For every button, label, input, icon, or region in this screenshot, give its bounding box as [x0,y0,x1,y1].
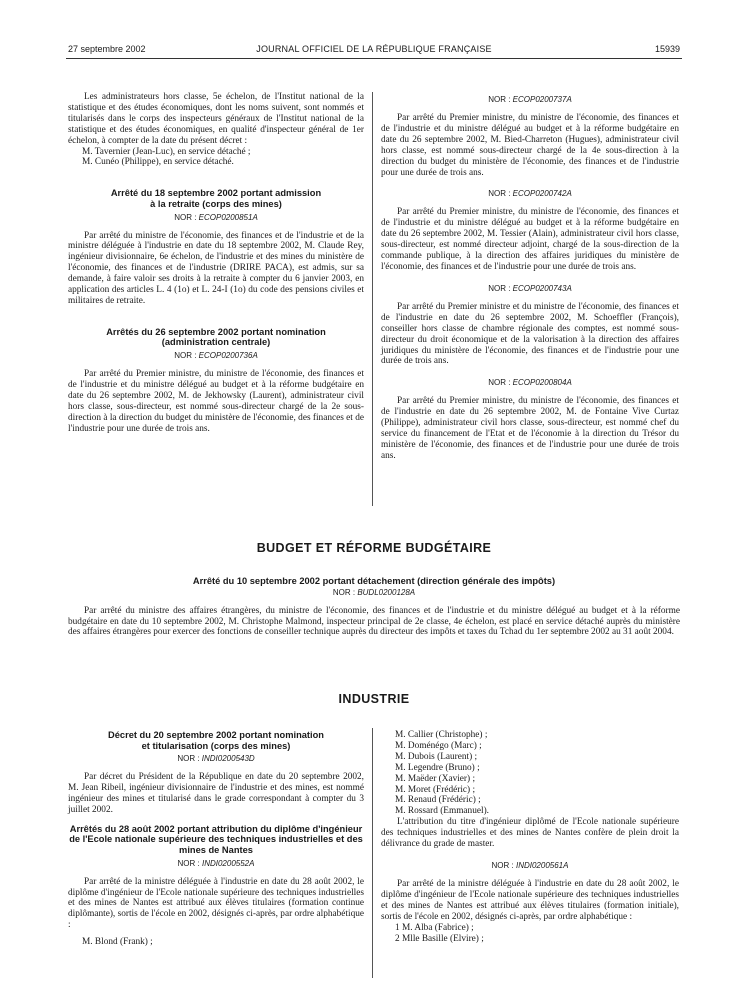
nor-reference: NOR : ECOP0200736A [174,351,258,361]
nor-reference: NOR : BUDL0200128A [332,587,416,597]
arrete-text: Par arrêté du ministre de l'économie, des finances et de l'industrie et de la ministre déléguée à l'industrie en date du 18 septembre 2002, M. Claude Rey, ingénieur divisionnaire, 6e échelon, de l'industrie et des mines du ministère de l'économie, des finances et de l'industrie (DRIRE PACA), est admis, sur sa demande, à faire valoir ses droits à la retraite à compter du 6 janvier 2003, en application des articles L. 4 (1o) et L. 24-I (1o) du code des pensions civiles et militaires de retraite. [68,230,364,306]
budget-block [68,576,680,638]
section-title-industrie: INDUSTRIE [338,692,410,706]
arrete-text: Par arrêté du ministre des affaires étrangères, du ministre de l'économie, des finances et de l'industrie et du ministre délégué au budget et à la réforme budgétaire en date du 10 septembre 2002, M. Christophe Malmond, inspecteur principal de 2e classe, 4e échelon, est placé en service détaché auprès du ministère des affaires étrangères pour exercer des fonctions de conseiller technique auprès du directeur des impôts et taxes du Tchad du 1er septembre 2002 au 31 août 2004. [68,605,680,638]
name-line: M. Moret (Frédéric) ; [395,784,476,795]
nor-reference: NOR : ECOP0200851A [174,212,258,222]
arrete-text: Par arrêté du Premier ministre et du ministre de l'économie, des finances et de l'industrie en date du 26 septembre 2002, M. Schoeffler (François), conseiller hors classe de chambre régionale des comptes, est nommé sous-directeur du droit économique et de la valorisation à la direction des affaires juridiques du ministère de l'économie, des finances et de l'industrie pour une durée de trois ans. [381,301,679,367]
name-line: M. Cunéo (Philippe), en service détaché. [82,157,234,168]
column-divider-bottom [372,728,373,978]
right-column-bottom [381,730,679,944]
name-line: 2 Mlle Basille (Elvire) ; [395,933,484,944]
header-rule [66,58,682,59]
column-divider-top [372,92,373,506]
name-line: M. Maëder (Xavier) ; [395,773,476,784]
arrete-title: Arrêté du 10 septembre 2002 portant détachement (direction générale des impôts) [192,576,556,586]
decret-title: Décret du 20 septembre 2002 portant nomination [108,730,324,740]
arrete-text: Par arrêté de la ministre déléguée à l'industrie en date du 28 août 2002, le diplôme d'ingénieur de l'Ecole nationale supérieure des techniques industrielles et des mines de Nantes est attribué aux élèves titulaires (formation continue diplômante), sortis de l'école en 2002, désignés ci-après, par ordre alphabétique : [68,876,364,931]
arrete-text: L'attribution du titre d'ingénieur diplômé de l'Ecole nationale supérieure des techniques industrielles et des mines de Nantes confère de plein droit la délivrance du grade de master. [381,817,679,850]
nor-reference: NOR : INDI0200561A [491,860,569,870]
name-line: M. Renaud (Frédéric) ; [395,795,481,806]
arrete-title: à la retraite (corps des mines) [150,198,282,209]
header-page-number: 15939 [654,44,680,54]
nor-reference: NOR : INDI0200543D [177,754,255,764]
decree-paragraph: Les administrateurs hors classe, 5e échelon, de l'Institut national de la statistique et des études économiques, dont les noms suivent, sont nommés et titularisés dans le corps des inspecteurs généraux de l'Institut national de la statistique et des études économiques, en qualité d'inspecteur général de 1er échelon, à compter de la date du présent décret : [68,92,364,146]
name-line: M. Doménégo (Marc) ; [395,740,482,751]
arrete-title: Arrêté du 18 septembre 2002 portant admission [110,188,322,199]
name-line: 1 M. Alba (Fabrice) ; [395,922,474,933]
arrete-text: Par arrêté du Premier ministre, du ministre de l'économie, des finances et de l'industrie et du ministre délégué au budget et à la réforme budgétaire en date du 26 septembre 2002, M. Bied-Charreton (Hugues), administrateur civil hors classe, est nommé sous-directeur chargé de la 4e sous-direction à la direction du budget du ministère de l'économie, des finances et de l'industrie pour une durée de trois ans. [381,113,679,178]
arrete-title: Arrêtés du 26 septembre 2002 portant nomination [106,326,326,337]
section-title-budget: BUDGET ET RÉFORME BUDGÉTAIRE [256,541,492,555]
nor-reference: NOR : ECOP0200743A [488,283,572,293]
left-column-bottom [68,730,364,948]
decret-text: Par décret du Président de la République en date du 20 septembre 2002, M. Jean Ribeil, ingénieur divisionnaire de l'industrie et des mines, est nommé ingénieur des mines et titularisé dans le grade correspondant à compter du 3 juillet 2002. [68,772,364,815]
arrete-text: Par arrêté de la ministre déléguée à l'industrie en date du 28 août 2002, le diplôme d'ingénieur de l'Ecole nationale supérieure des techniques industrielles et des mines de Nantes est attribué aux élèves titulaires (formation initiale), sortis de l'école en 2002, désignés ci-après, par ordre alphabétique : [381,878,679,922]
name-line: M. Dubois (Laurent) ; [395,751,478,762]
name-line: M. Rossard (Emmanuel). [395,806,489,817]
nor-reference: NOR : ECOP0200737A [488,95,572,104]
name-line: M. Callier (Christophe) ; [395,730,488,740]
name-line: M. Blond (Frank) ; [82,937,153,948]
name-line: M. Legendre (Bruno) ; [395,762,480,773]
arrete-title: (administration centrale) [161,337,271,348]
page-header [68,44,680,58]
header-date: 27 septembre 2002 [68,44,146,54]
header-journal-title: JOURNAL OFFICIEL DE LA RÉPUBLIQUE FRANÇAISE [256,44,492,54]
decret-title: et titularisation (corps des mines) [141,740,291,751]
left-column-top [68,92,364,435]
nor-reference: NOR : ECOP0200804A [488,378,572,388]
nor-reference: NOR : INDI0200552A [177,858,255,868]
arrete-text: Par arrêté du Premier ministre, du ministre de l'économie, des finances et de l'industrie en date du 26 septembre 2002, M. de Fontaine Vive Curtaz (Philippe), administrateur civil hors classe, sous-directeur, est nommé chef du service du financement de l'Etat et de l'économie à la direction du Trésor du ministère de l'économie, des finances et de l'industrie pour une durée de trois ans. [381,396,679,461]
arrete-text: Par arrêté du Premier ministre, du ministre de l'économie, des finances et de l'industrie et du ministre délégué au budget et à la réforme budgétaire en date du 26 septembre 2002, M. Tessier (Alain), administrateur civil hors classe, sous-directeur, est nommé directeur adjoint, chargé de la sous-direction de la commande publique, à la direction des affaires juridiques du ministère de l'économie, des finances et de l'industrie pour une durée de trois ans. [381,207,679,272]
right-column-top [381,92,679,462]
nor-reference: NOR : ECOP0200742A [488,189,572,199]
arrete-text: Par arrêté du Premier ministre, du ministre de l'économie, des finances et de l'industrie et du ministre délégué au budget et à la réforme budgétaire en date du 26 septembre 2002, M. de Jekhowsky (Laurent), administrateur civil hors classe, sous-directeur, est nommé sous-directeur chargé de la 2e sous-direction à la direction du budget du ministère de l'économie, des finances et de l'industrie pour une durée de trois ans. [68,369,364,434]
name-line: M. Tavernier (Jean-Luc), en service détaché ; [82,146,251,157]
arrete-title: Arrêtés du 28 août 2002 portant attribution du diplôme d'ingénieur de l'Ecole nationale supérieure des techniques industrielles et des mines de Nantes [69,823,363,855]
